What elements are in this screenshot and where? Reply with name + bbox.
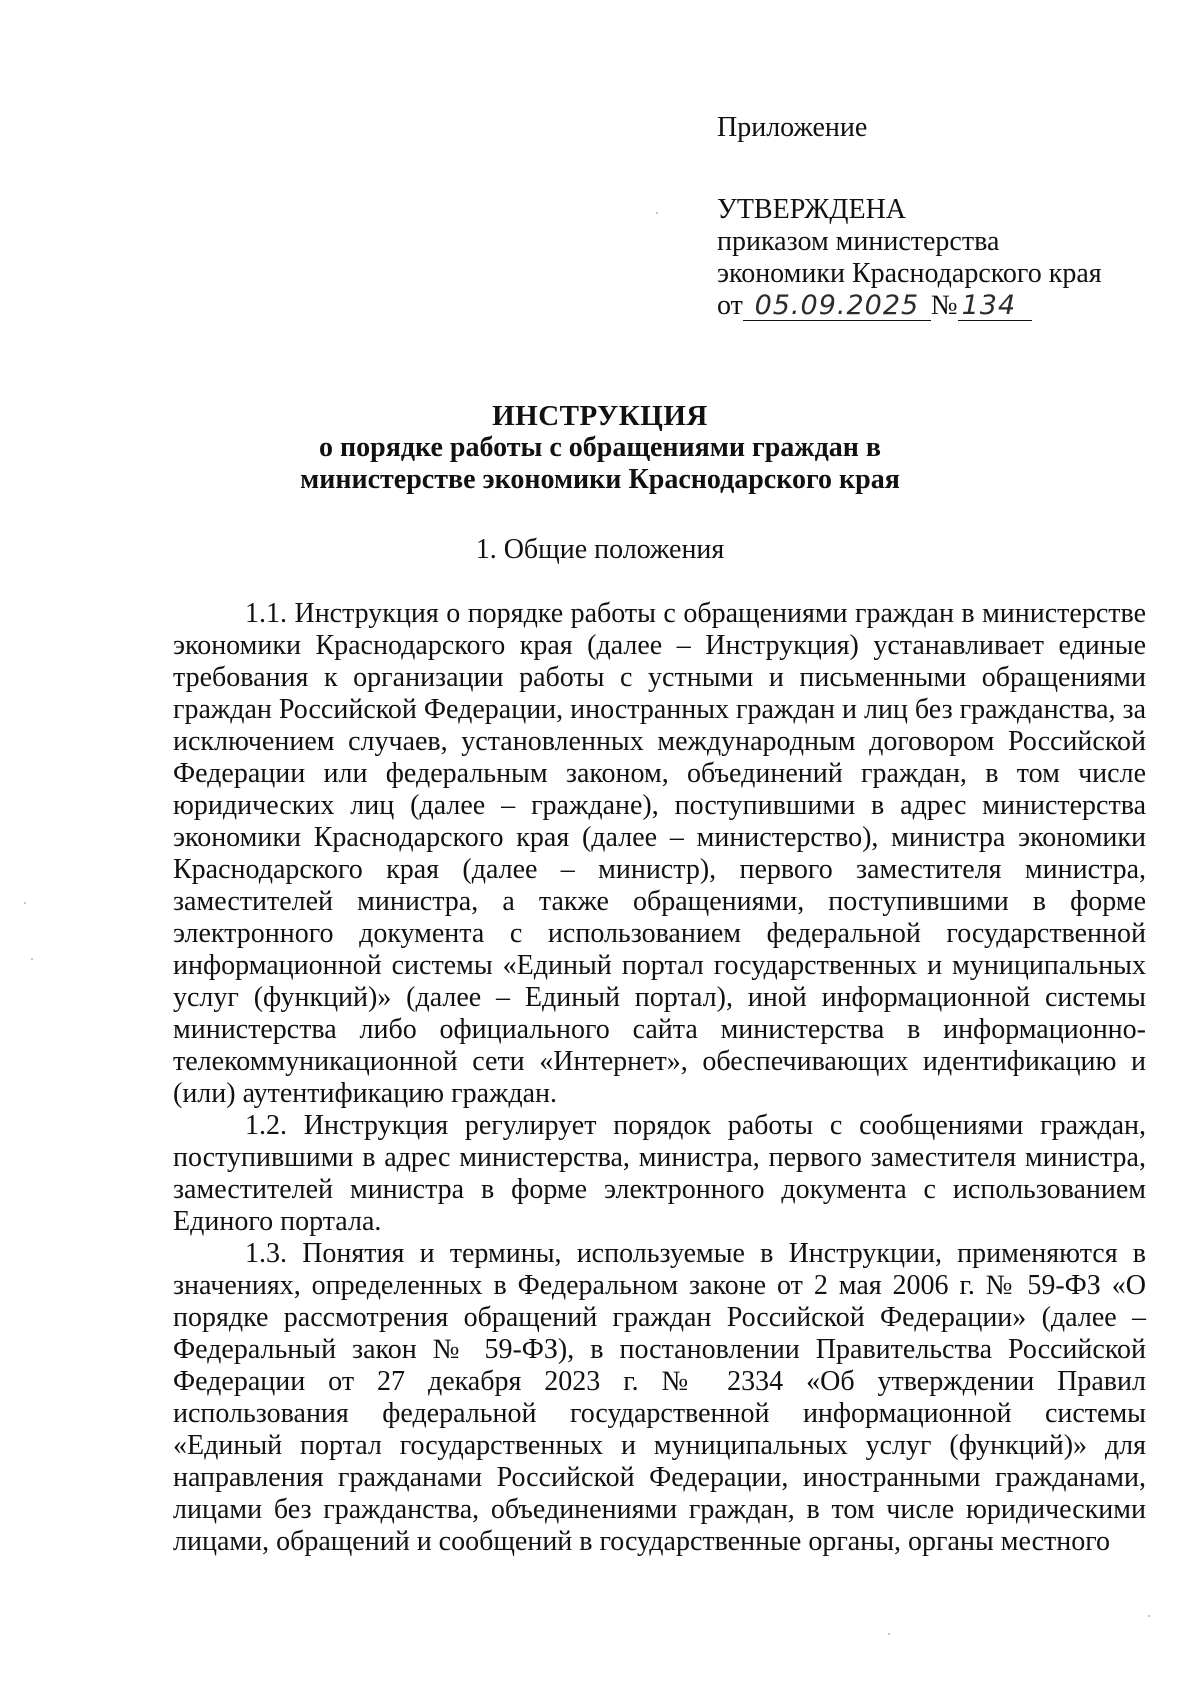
document-title: ИНСТРУКЦИЯ	[492, 400, 708, 432]
paragraph-1-1: 1.1. Инструкция о порядке работы с обращениями граждан в министерстве экономики Краснодарского края (далее – Инструкция) устанавливает единые требования к организации работы с устными и письменными обращениями граждан Российской Федерации, иностранных граждан и лиц без гражданства, за исключением случаев, установленных международным договором Российской Федерации или федеральным законом, объединений граждан, в том числе юридических лиц (далее – граждане), поступившими в адрес министерства экономики Краснодарского края (далее – министерство), министра экономики Краснодарского края (далее – министр), первого заместителя министра, заместителей министра, а также обращениями, поступившими в форме электронного документа с использованием федеральной государственной информационной системы «Единый портал государственных и муниципальных услуг (функций)» (далее – Единый портал), иной информационной системы министерства либо официального сайта министерства в информационно-телекоммуникационной сети «Интернет», обеспечивающих идентификацию и (или) аутентификацию граждан.	[173, 598, 1146, 1109]
scan-speck	[1148, 1615, 1150, 1617]
document-subtitle-line1: о порядке работы с обращениями граждан в	[318, 432, 882, 463]
handwritten-number: 134	[958, 292, 1032, 321]
scan-speck	[888, 1633, 890, 1635]
scan-speck	[656, 212, 658, 214]
date-prefix: от	[717, 290, 743, 321]
body-text	[173, 598, 1146, 1558]
handwritten-date: 05.09.2025	[743, 292, 931, 321]
scan-speck	[31, 958, 33, 960]
approval-block	[717, 112, 1102, 322]
approved-label: УТВЕРЖДЕНА	[717, 194, 907, 225]
section-heading: 1. Общие положения	[475, 534, 725, 565]
document-subtitle-line2: министерстве экономики Краснодарского края	[300, 464, 900, 495]
approved-by-line1: приказом министерства	[717, 226, 1000, 257]
approved-by-line2: экономики Краснодарского края	[717, 258, 1102, 289]
appendix-label: Приложение	[717, 112, 868, 143]
paragraph-1-2: 1.2. Инструкция регулирует порядок работы с сообщениями граждан, поступившими в адрес министерства, министра, первого заместителя министра, заместителей министра в форме электронного документа с использованием Единого портала.	[173, 1110, 1146, 1237]
order-date-line	[717, 290, 1102, 322]
title-block	[0, 400, 1200, 496]
number-prefix: №	[930, 290, 958, 321]
scan-speck	[24, 902, 26, 904]
paragraph-1-3: 1.3. Понятия и термины, используемые в Инструкции, применяются в значениях, определенных в Федеральном законе от 2 мая 2006 г. № 59-ФЗ «О порядке рассмотрения обращений граждан Российской Федерации» (далее – Федеральный закон № 59-ФЗ), в постановлении Правительства Российской Федерации от 27 декабря 2023 г. № 2334 «Об утверждении Правил использования федеральной государственной информационной системы «Единый портал государственных и муниципальных услуг (функций)» для направления гражданами Российской Федерации, иностранными гражданами, лицами без гражданства, объединениями граждан, в том числе юридическими лицами, обращений и сообщений в государственные органы, органы местного	[173, 1238, 1146, 1557]
